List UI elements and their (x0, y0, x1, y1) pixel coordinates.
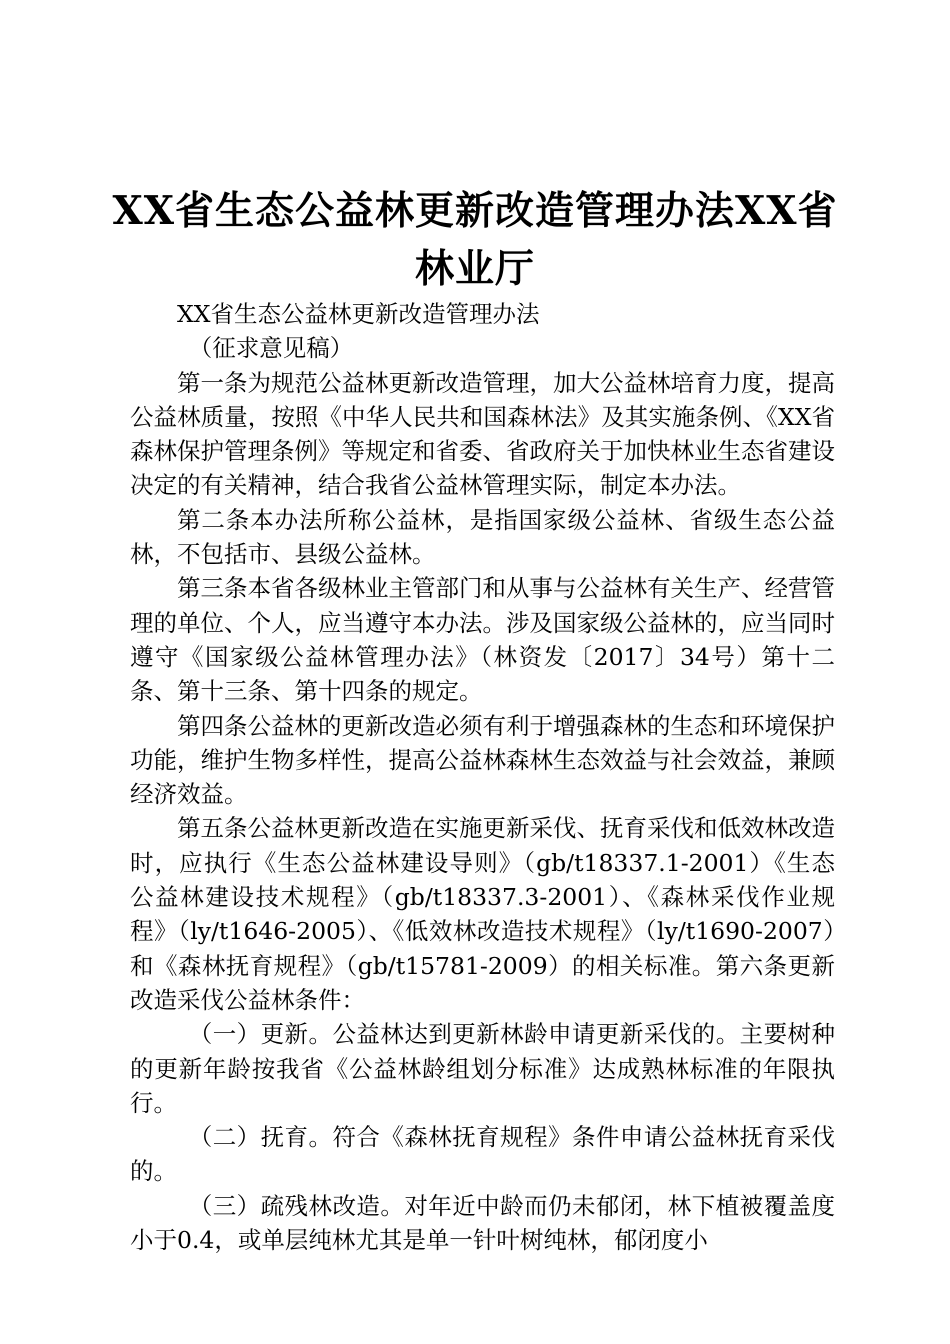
article-2: 第二条本办法所称公益林，是指国家级公益林、省级生态公益林，不包括市、县级公益林。 (130, 505, 835, 569)
document-title: XX省生态公益林更新改造管理办法XX省林业厅 (112, 188, 838, 292)
article-3: 第三条本省各级林业主管部门和从事与公益林有关生产、经营管理的单位、个人，应当遵守本办法。涉及国家级公益林的，应当同时遵守《国家级公益林管理办法》（林资发〔2017〕34号）第十二条、第十三条、第十四条的规定。 (130, 574, 835, 706)
article-1: 第一条为规范公益林更新改造管理，加大公益林培育力度，提高公益林质量，按照《中华人民共和国森林法》及其实施条例、《XX省森林保护管理条例》等规定和省委、省政府关于加快林业生态省建设决定的有关精神，结合我省公益林管理实际，制定本办法。 (130, 368, 835, 500)
article-5: 第五条公益林更新改造在实施更新采伐、抚育采伐和低效林改造时，应执行《生态公益林建设导则》（gb/t18337.1-2001）《生态公益林建设技术规程》（gb/t18337.3-2001）、《森林采伐作业规程》（ly/t1646-2005）、《低效林改造技术规程》（ly/t1690-2007）和《森林抚育规程》（gb/t15781-2009）的相关标准。第六条更新改造采伐公益林条件： (130, 814, 835, 1014)
clause-2: （二）抚育。符合《森林抚育规程》条件申请公益林抚育采伐的。 (130, 1123, 835, 1186)
article-4: 第四条公益林的更新改造必须有利于增强森林的生态和环境保护功能，维护生物多样性，提高公益林森林生态效益与社会效益，兼顾经济效益。 (130, 711, 835, 809)
document-subtitle: XX省生态公益林更新改造管理办法 (177, 300, 540, 328)
draft-note: （征求意见稿） (188, 334, 354, 363)
clause-1: （一）更新。公益林达到更新林龄申请更新采伐的。主要树种的更新年龄按我省《公益林龄组划分标准》达成熟林标准的年限执行。 (130, 1020, 835, 1117)
clause-3: （三）疏残林改造。对年近中龄而仍未郁闭，林下植被覆盖度小于0.4，或单层纯林尤其是单一针叶树纯林，郁闭度小 (130, 1191, 835, 1255)
document-body (130, 297, 835, 1257)
